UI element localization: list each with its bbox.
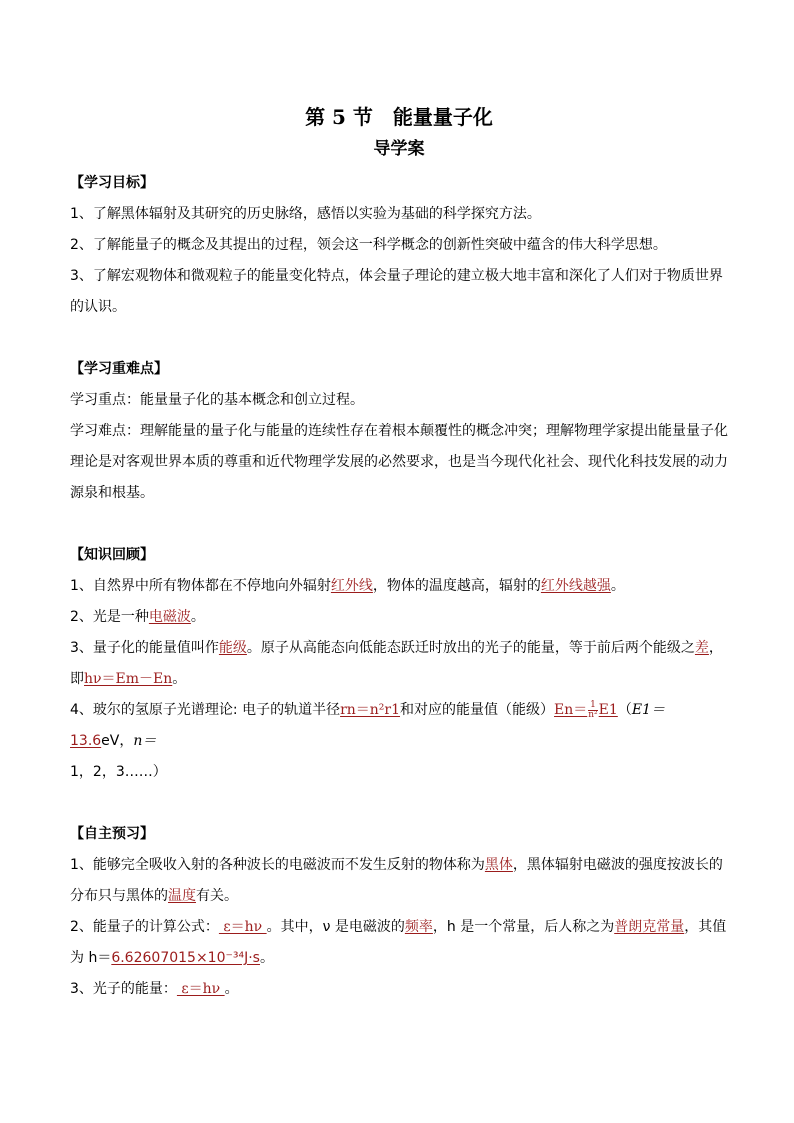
review-item-3-text: 即	[70, 671, 84, 687]
review-item-3-text: ，	[708, 640, 723, 656]
review-item-4-text: 和对应的能量值（能级）	[400, 702, 555, 718]
e1-label: E1＝	[631, 702, 665, 718]
fraction-denominator: n²	[588, 709, 598, 720]
review-item-1	[70, 571, 728, 602]
key-points-difficulty: 学习难点：理解能量的量子化与能量的连续性存在着根本颠覆性的概念冲突；理解物理学家提出能量量子化理论是对客观世界本质的尊重和近代物理学发展的必然要求，也是当今现代化社会、现代化科技发展的动力源泉和根基。	[70, 423, 728, 501]
section-gap	[70, 509, 728, 540]
answer-orbit-radius-formula: rn＝n²r1	[340, 702, 401, 718]
section-gap	[70, 323, 728, 354]
goal-item-3: 3、了解宏观物体和微观粒子的能量变化特点，体会量子理论的建立极大地丰富和深化了人们对于物质世界的认识。	[70, 268, 723, 315]
review-item-2	[70, 602, 728, 633]
page-title: 第 5 节 能量量子化	[305, 105, 493, 129]
answer-planck-value: 6.62607015×10⁻³⁴J·s	[111, 950, 260, 966]
review-item-1-text: 。	[610, 578, 625, 594]
preview-item-3-text: 3、光子的能量：	[70, 981, 177, 997]
fraction-numerator: 1	[590, 699, 596, 710]
preview-item-3	[70, 974, 728, 1005]
review-item-4	[70, 695, 728, 788]
energy-formula-rhs: E1	[598, 702, 618, 718]
preview-item-1-text: 有关。	[196, 888, 238, 904]
preview-item-2	[70, 912, 728, 974]
answer-transition-formula: hν＝Em－En	[84, 671, 173, 687]
review-item-1-text: 1、自然界中所有物体都在不停地向外辐射	[70, 578, 331, 594]
energy-formula-lhs: En＝	[554, 702, 588, 718]
review-item-1-text: ，物体的温度越高，辐射的	[372, 578, 541, 594]
answer-difference: 差	[694, 640, 709, 656]
answer-photon-energy-formula: ε＝hν	[176, 981, 225, 997]
review-item-2-text: 2、光是一种	[70, 609, 149, 625]
page-subtitle: 导学案	[373, 139, 425, 159]
review-item-4-text: 1，2，3……）	[70, 764, 167, 780]
review-item-4-text: 4、玻尔的氢原子光谱理论: 电子的轨道半径	[70, 702, 341, 718]
answer-infrared-stronger: 红外线越强	[540, 578, 611, 594]
answer-planck-constant: 普朗克常量	[614, 919, 685, 935]
energy-formula-fraction	[588, 701, 597, 720]
key-points-focus: 学习重点：能量量子化的基本概念和创立过程。	[70, 392, 364, 408]
answer-energy-level-formula	[554, 699, 618, 720]
preview-heading: 【自主预习】	[70, 826, 154, 842]
preview-item-2-text: 。其中，ν 是电磁波的	[266, 919, 405, 935]
preview-item-1-text: 1、能够完全吸收入射的各种波长的电磁波而不发生反射的物体称为	[70, 857, 485, 873]
answer-quantum-formula: ε＝hν	[218, 919, 267, 935]
answer-e1-value: 13.6	[70, 733, 102, 749]
preview-item-2-text: ，h 是一个常量，后人称之为	[432, 919, 615, 935]
answer-black-body: 黑体	[484, 857, 513, 873]
goal-item-1: 1、了解黑体辐射及其研究的历史脉络，感悟以实验为基础的科学探究方法。	[70, 206, 541, 222]
preview-item-2-text: ，其值为 h＝	[70, 919, 727, 966]
goal-item-2: 2、了解能量子的概念及其提出的过程，领会这一科学概念的创新性突破中蕴含的伟大科学思想。	[70, 237, 667, 253]
n-label: n＝	[133, 733, 157, 749]
review-item-2-text: 。	[190, 609, 205, 625]
goals-heading: 【学习目标】	[70, 175, 154, 191]
review-item-3-text: 。原子从高能态向低能态跃迁时放出的光子的能量，等于前后两个能级之	[246, 640, 695, 656]
preview-item-2-text: 2、能量子的计算公式：	[70, 919, 219, 935]
preview-item-2-text: 。	[259, 950, 274, 966]
answer-frequency: 频率	[404, 919, 433, 935]
review-item-4-text: （	[617, 702, 632, 718]
preview-item-1	[70, 850, 728, 912]
section-gap	[70, 788, 728, 819]
document-content	[70, 100, 728, 1005]
review-item-3-text: 3、量子化的能量值叫作	[70, 640, 219, 656]
review-item-3-text: 。	[172, 671, 187, 687]
preview-item-1-text: ，黑体辐射电磁波的强度按波长的分布只与黑体的	[70, 857, 723, 904]
review-heading: 【知识回顾】	[70, 547, 154, 563]
review-item-3	[70, 633, 728, 695]
answer-temperature: 温度	[168, 888, 196, 904]
answer-energy-level: 能级	[218, 640, 247, 656]
key-points-heading: 【学习重难点】	[70, 361, 168, 377]
preview-item-3-text: 。	[224, 981, 239, 997]
e1-unit: eV，	[101, 733, 134, 749]
answer-em-wave: 电磁波	[148, 609, 191, 625]
answer-infrared: 红外线	[330, 578, 373, 594]
